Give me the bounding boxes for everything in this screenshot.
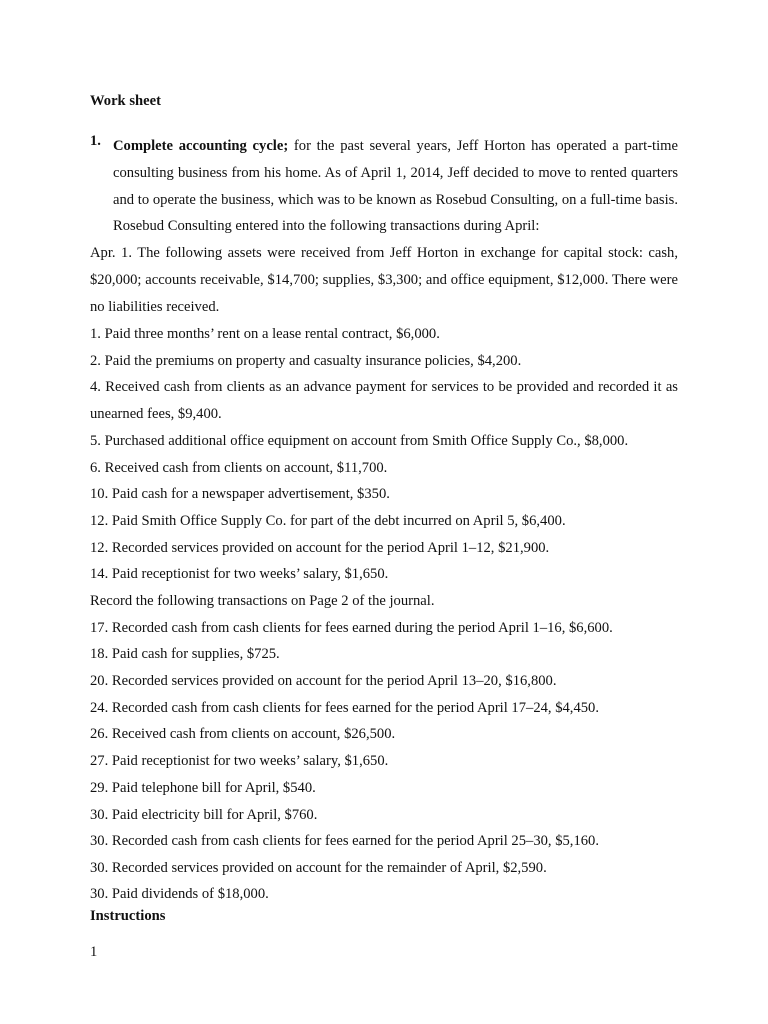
transaction-item: 4. Received cash from clients as an advance payment for services to be provided and recorded it as unearned fees, $9,400.: [90, 379, 678, 422]
transaction-item: 24. Recorded cash from cash clients for fees earned for the period April 17–24, $4,450.: [90, 700, 599, 716]
transaction-item: 30. Paid electricity bill for April, $760.: [90, 807, 318, 823]
page-number: 1: [90, 944, 98, 960]
journal-page-note: Record the following transactions on Page 2 of the journal.: [90, 593, 435, 609]
transaction-item: 18. Paid cash for supplies, $725.: [90, 646, 280, 662]
transaction-item: 12. Recorded services provided on account for the period April 1–12, $21,900.: [90, 540, 550, 556]
instructions-heading: Instructions: [90, 908, 166, 924]
transaction-intro: Apr. 1. The following assets were received from Jeff Horton in exchange for capital stock: cash, $20,000; accounts receivable, $14,700; supplies, $3,300; and office equipment, $12,000. There were no liabilities received.: [90, 245, 678, 315]
transaction-item: 29. Paid telephone bill for April, $540.: [90, 780, 316, 796]
transaction-item: 2. Paid the premiums on property and casualty insurance policies, $4,200.: [90, 353, 522, 369]
transaction-item: 1. Paid three months’ rent on a lease rental contract, $6,000.: [90, 326, 440, 342]
question-description: for the past several years, Jeff Horton has operated a part-time consulting business from his home. As of April 1, 2014, Jeff decided to move to rented quarters and to operate the business, which was to be known as Rosebud Consulting, on a full-time basis. Rosebud Consulting entered into the following transactions during April:: [113, 138, 678, 235]
transaction-item: 5. Purchased additional office equipment on account from Smith Office Supply Co., $8,000.: [90, 433, 629, 449]
transaction-item: 12. Paid Smith Office Supply Co. for part of the debt incurred on April 5, $6,400.: [90, 513, 566, 529]
transaction-item: 6. Received cash from clients on account, $11,700.: [90, 460, 388, 476]
transaction-item: 20. Recorded services provided on account for the period April 13–20, $16,800.: [90, 673, 557, 689]
transaction-item: 27. Paid receptionist for two weeks’ salary, $1,650.: [90, 753, 389, 769]
question-number: 1.: [90, 133, 101, 149]
transaction-item: 30. Recorded cash from cash clients for fees earned for the period April 25–30, $5,160.: [90, 833, 599, 849]
transaction-item: 30. Paid dividends of $18,000.: [90, 886, 269, 902]
question-lead: Complete accounting cycle;: [113, 138, 289, 154]
transaction-item: 26. Received cash from clients on account, $26,500.: [90, 726, 396, 742]
transaction-item: 10. Paid cash for a newspaper advertisement, $350.: [90, 486, 390, 502]
transaction-item: 14. Paid receptionist for two weeks’ salary, $1,650.: [90, 566, 389, 582]
worksheet-heading: Work sheet: [90, 93, 161, 109]
transaction-item: 30. Recorded services provided on account for the remainder of April, $2,590.: [90, 860, 547, 876]
question-text: [113, 133, 678, 240]
transaction-item: 17. Recorded cash from cash clients for fees earned during the period April 1–16, $6,600.: [90, 620, 613, 636]
